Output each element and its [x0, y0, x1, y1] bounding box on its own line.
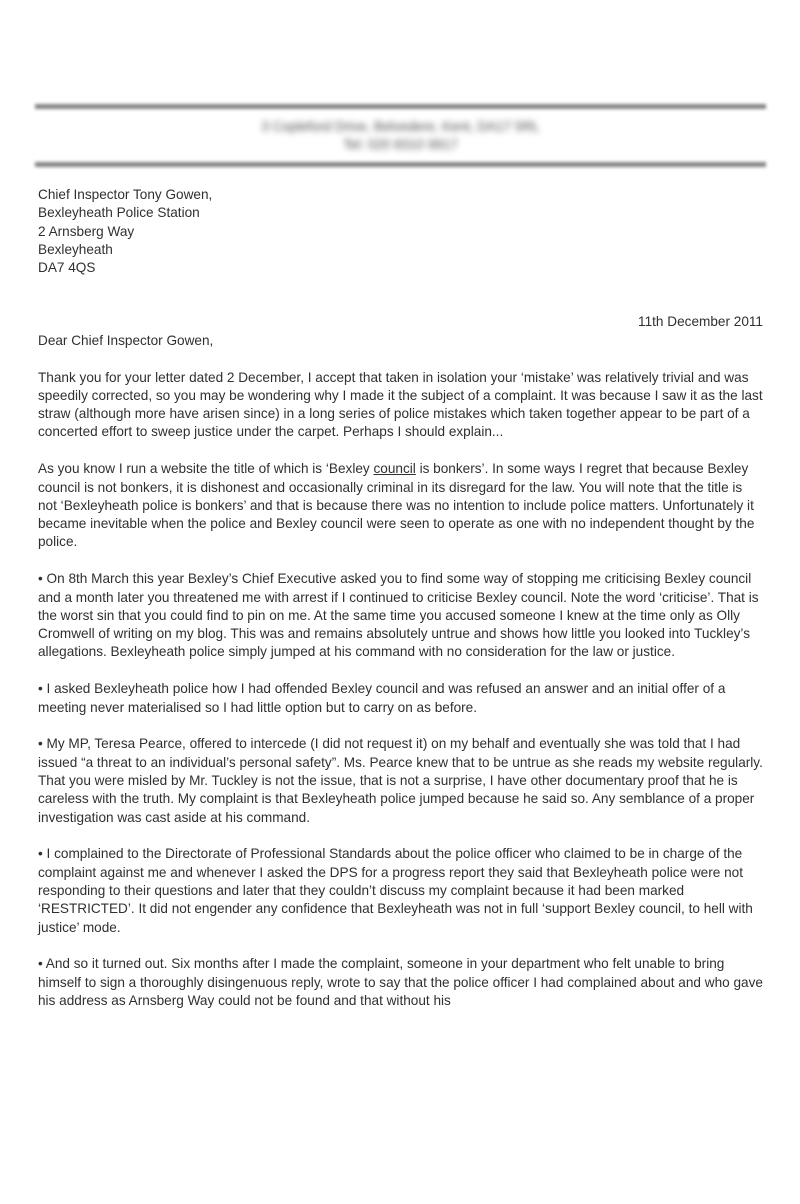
bullet-paragraph-1: • On 8th March this year Bexley’s Chief Executive asked you to find some way of stopping me criticising Bexley council and a month later you threatened me with arrest if I continued to criticise Bexley council. Note the word ‘criticise’. That is the worst sin that you could find to pin on me. At the same time you accused someone I knew at the time only as Olly Cromwell of writing on my blog. This was and remains absolutely untrue and shows how little you looked into Tuckley’s allegations. Bexleyheath police simply jumped at his command with no consideration for the law or justice. [38, 571, 759, 660]
paragraph-intro: Thank you for your letter dated 2 December, I accept that taken in isolation your ‘mistake’ was relatively trivial and was speedily corrected, so you may be wondering why I made it the subject of a complaint. It was because I saw it as the last straw (although more have arisen since) in a long series of police mistakes which taken together appear to be part of a concerted effort to sweep justice under the carpet. Perhaps I should explain... [38, 369, 763, 440]
underlined-word-council: council [373, 461, 416, 477]
paragraph-website [38, 460, 763, 551]
letterhead [35, 104, 766, 167]
letterhead-top-rule [35, 104, 766, 109]
bullet-paragraph-5: • And so it turned out. Six months after I made the complaint, someone in your department who felt unable to bring himself to sign a thoroughly disingenuous reply, wrote to say that the police officer I had complained about and who gave his address as Arnsberg Way could not be found and that without his [38, 956, 763, 1008]
paragraph-website-post: is bonkers’. In some ways I regret that because Bexley council is not bonkers, it is dishonest and occasionally criminal in its disregard for the law. You will note that the title is not ‘Bexleyheath police is bonkers’ and that is because there was no intention to include police matters. Unfortunately it became inevitable when the police and Bexley council were seen to operate as one with no independent thought by the police. [38, 461, 755, 550]
letterhead-bottom-rule [35, 162, 766, 167]
recipient-address-line: DA7 4QS [38, 260, 96, 276]
bullet-paragraph-4: • I complained to the Directorate of Professional Standards about the police officer who claimed to be in charge of the complaint against me and whenever I asked the DPS for a progress report they said that Bexleyheath police were not responding to their questions and later that they couldn’t discuss my complaint because it had been marked ‘RESTRICTED’. It did not engender any confidence that Bexleyheath was not in full ‘support Bexley council, to hell with justice’ mode. [38, 846, 753, 935]
letter-body [38, 186, 763, 1010]
letter-date: 11th December 2011 [638, 314, 763, 330]
bullet-paragraph-2: • I asked Bexleyheath police how I had offended Bexley council and was refused an answer and an initial offer of a meeting never materialised so I had little option but to carry on as before. [38, 681, 726, 715]
bullet-paragraph-3: • My MP, Teresa Pearce, offered to intercede (I did not request it) on my behalf and eventually she was told that I had issued “a threat to an individual’s personal safety”. Ms. Pearce knew that to be untrue as she reads my website regularly. That you were misled by Mr. Tuckley is not the issue, that is not a surprise, I have other documentary proof that he is careless with the truth. My complaint is that Bexleyheath police jumped because he said so. Any semblance of a proper investigation was cast aside at his command. [38, 736, 763, 825]
paragraph-website-pre: As you know I run a website the title of which is ‘Bexley [38, 461, 374, 477]
recipient-address-line: Chief Inspector Tony Gowen, [38, 187, 213, 202]
recipient-address-line: Bexleyheath Police Station [38, 205, 200, 221]
letterhead-phone-redacted: Tel: 020 8310 9917 [343, 137, 458, 152]
recipient-address-line: Bexleyheath [38, 241, 113, 257]
salutation: Dear Chief Inspector Gowen, [38, 332, 214, 348]
recipient-address-line: 2 Arnsberg Way [38, 223, 135, 239]
recipient-address [38, 186, 763, 277]
letter-page [0, 104, 800, 1204]
letterhead-address-redacted: 3 Copleford Drive, Belvedere, Kent, DA17 5RL [261, 119, 540, 134]
